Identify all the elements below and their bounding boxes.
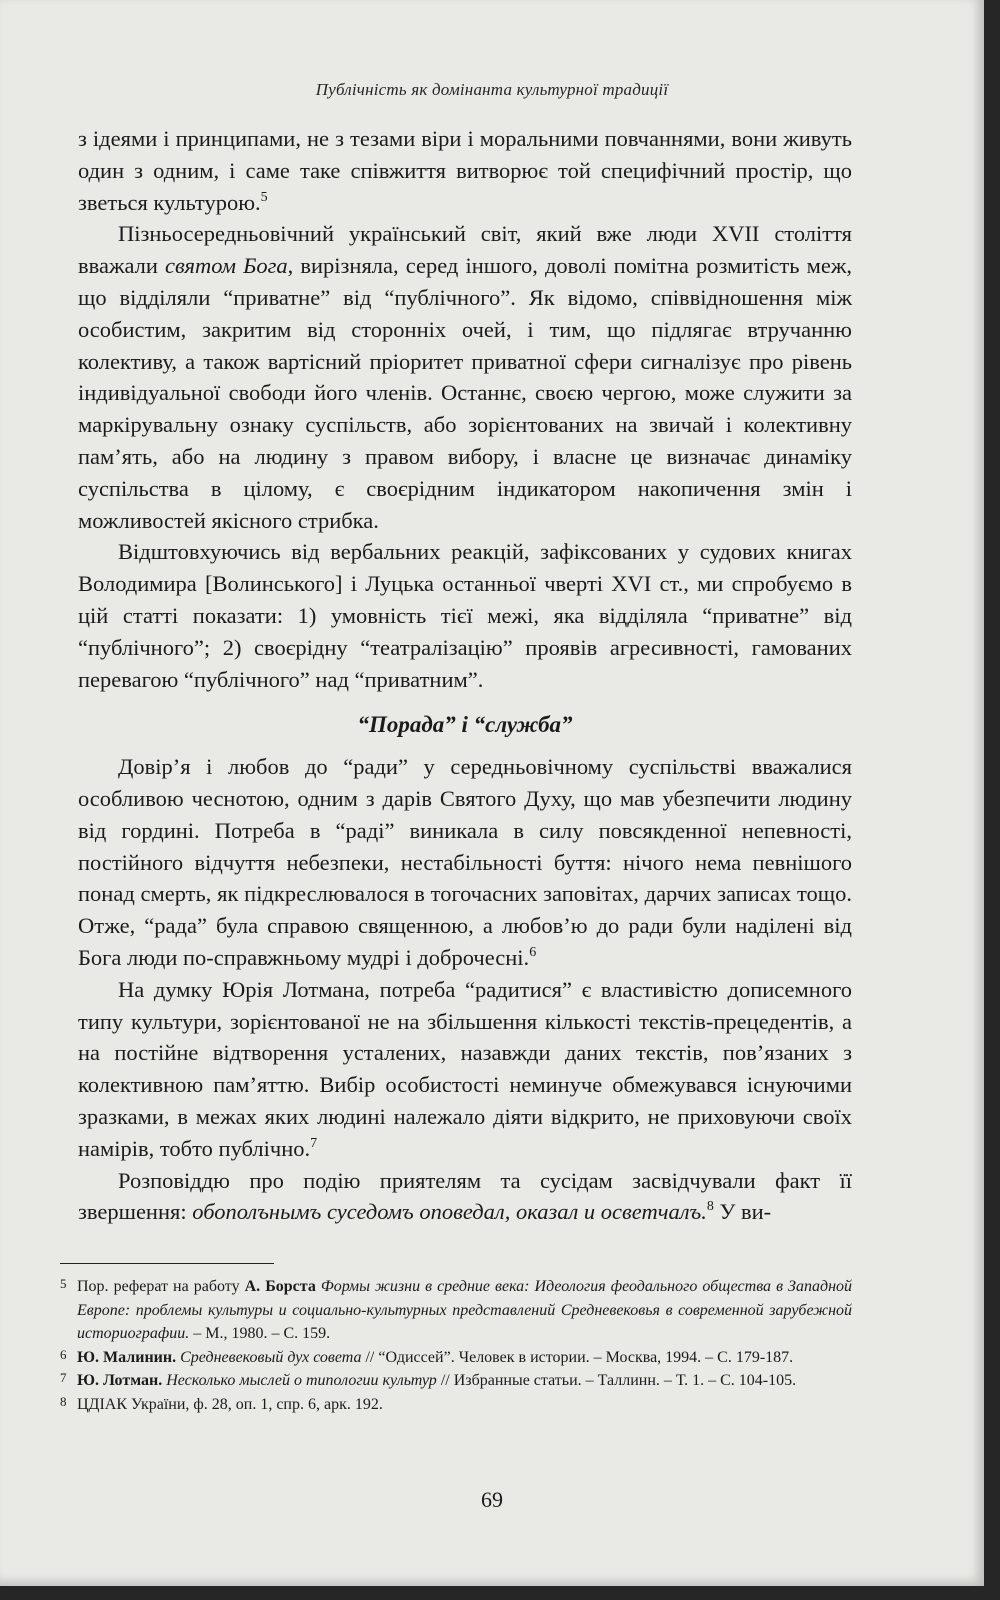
paragraph-6-text-end: У ви- — [713, 1199, 772, 1225]
paragraph-2-text-end: , вирізняла, серед іншого, доволі помітна розмитість меж, що відділяли “приватне” від “публічного”. Як відомо, співвідношення між особистим, закритим від сторонніх очей, і тим, що підлягає втручанню колективу, а також вартісний пріоритет приватної сфери сигналізує про рівень індивідуальної свободи його членів. Останнє, своєю чергою, може служити за маркірувальну ознаку суспільств, або зорієнтованих на звичай і колективну пам’ять, або на людину з правом вибору, і власне це визначає динаміку суспільства в цілому, є своєрідним індикатором накопичення змін і можливостей якісного стрибка. — [78, 253, 853, 533]
footnote-title: Формы жизни в средние века: Идеология феодального общества в Западной Европе: проблемы культуры и социально-культурных представлений Средневековья в современной зарубежной историографии. — [77, 1278, 853, 1342]
footnote-details: // “Одиссей”. Человек в истории. – Москва, 1994. – С. 179-187. — [361, 1348, 794, 1366]
footnote-6 — [60, 1346, 852, 1370]
paragraph-2-text-start: Пізньосередньовічний український світ, який вже люди XVII століття вважали — [78, 221, 852, 279]
section-title: “Порада” і “служба” — [357, 712, 573, 738]
paragraph-5 — [78, 974, 852, 1165]
footnote-details: – М., 1980. – С. 159. — [189, 1325, 331, 1342]
paragraph-2 — [78, 218, 852, 536]
footnote-author: А. Борста — [244, 1278, 316, 1295]
footnote-divider — [60, 1263, 274, 1264]
body-text — [78, 123, 852, 1228]
paragraph-6-italic-quote: обополънымъ суседомъ оповедал, оказал и осветчалъ. — [192, 1199, 707, 1225]
paragraph-6 — [78, 1165, 852, 1229]
footnote-mark: 7 — [60, 1370, 67, 1385]
footnote-mark: 5 — [60, 1276, 67, 1291]
footnote-author: Ю. Малинин. — [77, 1348, 177, 1366]
paragraph-5-text: На думку Юрія Лотмана, потреба “радитися” є властивістю дописемного типу культури, зорієнтованої не на збільшення кількості текстів-прецедентів, а на постійне відтворення усталених, назавжди даних текстів, пов’язаних з колективною пам’яттю. Вибір особистості неминуче обмежувався існуючими зразками, в межах яких людині належало діяти відкрито, не приховуючи своїх намірів, тобто публічно. — [78, 976, 852, 1161]
paragraph-4-text: Довір’я і любов до “ради” у середньовічному суспільстві вважалися особливою чеснотою, одним з дарів Святого Духу, що мав убезпечити людину від гордині. Потреба в “раді” виникала в силу повсякденної непевності, постійного відчуття небезпеки, нестабільності буття: нічого нема певнішого понад смерть, як підкреслювалося в тогочасних заповітах, дарчих записах тощо. Отже, “рада” була справою священною, а любов’ю до ради були наділені від Бога люди по-справжньому мудрі і доброчесні. — [78, 754, 852, 970]
footnote-prefix: Пор. реферат на работу — [77, 1278, 245, 1295]
footnote-ref-5[interactable]: 5 — [260, 189, 268, 205]
paragraph-1-text: з ідеями і принципами, не з тезами віри і моральними повчаннями, вони живуть один з одним, і саме таке співжиття витворює той специфічний простір, що зветься культурою. — [78, 126, 852, 215]
footnote-5 — [60, 1275, 852, 1346]
paragraph-4 — [78, 751, 852, 974]
paragraph-3 — [78, 536, 852, 695]
footnote-ref-8[interactable]: 8 — [706, 1199, 714, 1215]
paragraph-3-text: Відштовхуючись від вербальних реакцій, зафіксованих у судових книгах Володимира [Волинського] і Луцька останньої чверті XVI ст., ми спробуємо в цій статті показати: 1) умовність тієї межі, яка відділяла “приватне” від “публічного”; 2) своєрідну “театралізацію” проявів агресивності, гамованих перевагою “публічного” над “приватним”. — [78, 539, 852, 692]
footnote-title: Средневековый дух совета — [180, 1348, 362, 1366]
running-head: Публічність як домінанта культурної традиції — [315, 80, 669, 99]
footnote-mark: 8 — [60, 1393, 67, 1409]
footnote-8 — [60, 1393, 852, 1417]
footnote-details: ЦДІАК України, ф. 28, оп. 1, спр. 6, арк. 192. — [77, 1395, 383, 1413]
footnote-details: // Избранные статьи. – Таллинн. – Т. 1. – С. 104-105. — [436, 1372, 797, 1389]
footnote-7 — [60, 1369, 852, 1393]
paragraph-6-text-start: Розповіддю про подію приятелям та сусідам засвідчували факт її звершення: — [78, 1167, 852, 1225]
page-number: 69 — [481, 1487, 503, 1512]
footnote-title: Несколько мыслей о типологии культур — [166, 1372, 437, 1389]
paragraph-2-italic: святом Бога — [165, 253, 288, 279]
footnote-ref-6[interactable]: 6 — [529, 944, 537, 960]
footnotes — [60, 1275, 852, 1416]
footnote-ref-7[interactable]: 7 — [310, 1135, 318, 1151]
paragraph-1 — [78, 123, 852, 218]
footnote-mark: 6 — [60, 1346, 67, 1362]
footnote-author: Ю. Лотман. — [77, 1372, 163, 1389]
